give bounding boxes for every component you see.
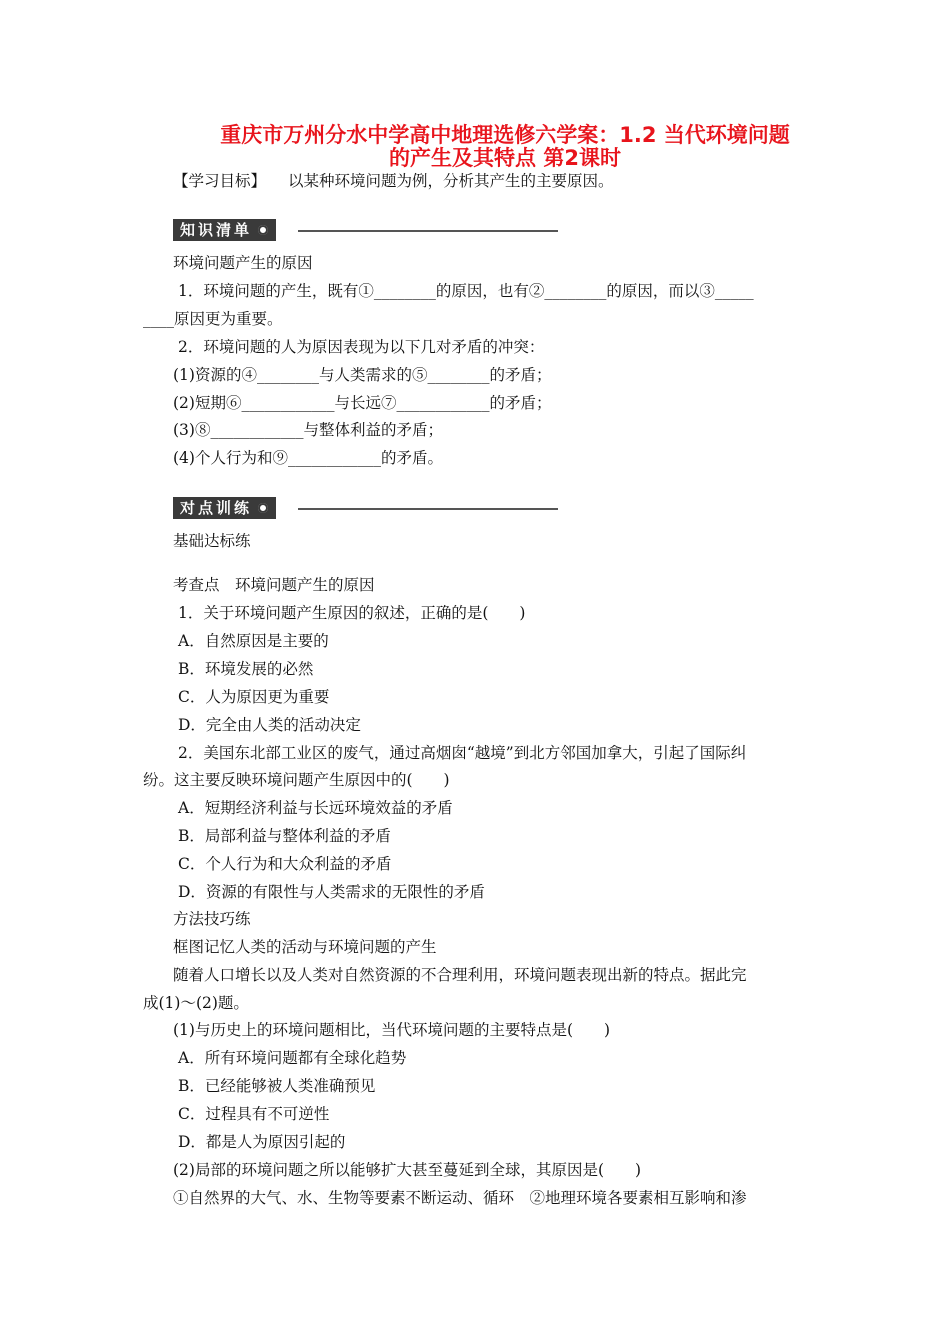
question-1-option-a: A．自然原因是主要的	[178, 632, 329, 650]
subsection-method: 方法技巧练	[173, 910, 251, 928]
section-heading-knowledge: 知识清单	[180, 221, 253, 239]
fill-item-2-1: (1)资源的④________与人类需求的⑤________的矛盾；	[173, 366, 552, 384]
frame-memory-heading: 框图记忆人类的活动与环境问题的产生	[173, 938, 437, 956]
question-2-option-a: A．短期经济利益与长远环境效益的矛盾	[178, 799, 453, 817]
question-2-stem-2: 纷。这主要反映环境问题产生原因中的( )	[143, 771, 450, 789]
fill-item-2: 2．环境问题的人为原因表现为以下几对矛盾的冲突：	[178, 338, 545, 356]
section-divider	[298, 508, 558, 510]
question-2-option-d: D．资源的有限性与人类需求的无限性的矛盾	[178, 883, 485, 901]
section-header-practice	[173, 497, 276, 519]
subsection-basic: 基础达标练	[173, 532, 251, 550]
question-1-option-c: C．人为原因更为重要	[178, 688, 330, 706]
question-3-stem: (1)与历史上的环境问题相比，当代环境问题的主要特点是( )	[173, 1021, 611, 1039]
question-3-option-d: D．都是人为原因引起的	[178, 1133, 346, 1151]
question-2-stem-1: 2．美国东北部工业区的废气，通过高烟囱“越境”到北方邻国加拿大，引起了国际纠	[178, 744, 747, 762]
objective-label: 【学习目标】	[173, 172, 267, 190]
fill-item-1a: 1．环境问题的产生，既有①________的原因，也有②________的原因，而以③_____	[178, 282, 754, 300]
document-title-line2: 的产生及其特点 第2课时	[389, 146, 621, 170]
question-1-option-b: B．环境发展的必然	[178, 660, 314, 678]
exam-point: 考查点 环境问题产生的原因	[173, 576, 375, 594]
section-heading-practice: 对点训练	[180, 499, 253, 517]
objective-text: 以某种环境问题为例，分析其产生的主要原因。	[288, 172, 614, 190]
intro-line-1: 随着人口增长以及人类对自然资源的不合理利用，环境问题表现出新的特点。据此完	[173, 966, 747, 984]
section-divider	[298, 230, 558, 232]
document-title-line1: 重庆市万州分水中学高中地理选修六学案：1.2 当代环境问题	[220, 123, 790, 147]
question-2-option-c: C．个人行为和大众利益的矛盾	[178, 855, 392, 873]
question-2-option-b: B．局部利益与整体利益的矛盾	[178, 827, 391, 845]
question-3-option-b: B．已经能够被人类准确预见	[178, 1077, 376, 1095]
bullet-dot-icon	[258, 503, 268, 513]
section-header-knowledge	[173, 219, 276, 241]
question-4-stem: (2)局部的环境问题之所以能够扩大甚至蔓延到全球，其原因是( )	[173, 1161, 642, 1179]
learning-objective	[173, 171, 614, 191]
fill-item-2-2: (2)短期⑥____________与长远⑦____________的矛盾；	[173, 394, 552, 412]
fill-item-2-4: (4)个人行为和⑨____________的矛盾。	[173, 449, 443, 467]
question-3-option-a: A．所有环境问题都有全球化趋势	[178, 1049, 407, 1067]
fill-item-1b: ____原因更为重要。	[143, 310, 283, 328]
question-4-line-1: ①自然界的大气、水、生物等要素不断运动、循环 ②地理环境各要素相互影响和渗	[173, 1189, 747, 1207]
question-1-stem: 1．关于环境问题产生原因的叙述，正确的是( )	[178, 604, 526, 622]
section-topic: 环境问题产生的原因	[173, 254, 313, 272]
intro-line-2: 成(1)～(2)题。	[143, 994, 249, 1012]
question-3-option-c: C．过程具有不可逆性	[178, 1105, 330, 1123]
question-1-option-d: D．完全由人类的活动决定	[178, 716, 361, 734]
bullet-dot-icon	[258, 225, 268, 235]
fill-item-2-3: (3)⑧____________与整体利益的矛盾；	[173, 421, 443, 439]
